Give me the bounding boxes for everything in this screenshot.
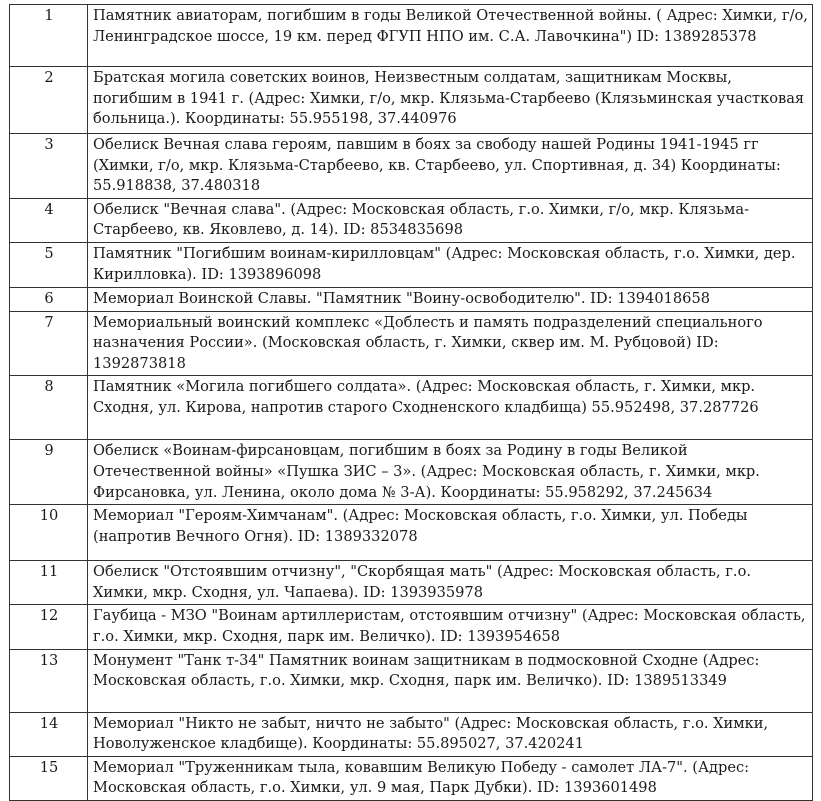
memorials-table-body bbox=[10, 5, 813, 801]
row-description: Обелиск "Отстоявшим отчизну", "Скорбящая мать" (Адрес: Московская область, г.о. Химки, мкр. Сходня, ул. Чапаева). ID: 1393935978 bbox=[88, 561, 813, 605]
row-number: 14 bbox=[10, 712, 88, 756]
row-description: Братская могила советских воинов, Неизвестным солдатам, защитникам Москвы, погибшим в 1941 г. (Адрес: Химки, г/о, мкр. Клязьма-Старбеево (Клязьминская участковая больница.). Координаты: 55.955198, 37.440976 bbox=[88, 67, 813, 134]
row-description: Памятник "Погибшим воинам-кирилловцам" (Адрес: Московская область, г.о. Химки, дер. Кирилловка). ID: 1393896098 bbox=[88, 242, 813, 287]
row-description: Памятник авиаторам, погибшим в годы Великой Отечественной войны. ( Адрес: Химки, г/о, Ленинградское шоссе, 19 км. перед ФГУП НПО им. С.А. Лавочкина") ID: 1389285378 bbox=[88, 5, 813, 67]
row-description: Гаубица - МЗО "Воинам артиллеристам, отстоявшим отчизну" (Адрес: Московская область, г.о. Химки, мкр. Сходня, парк им. Величко). ID: 1393954658 bbox=[88, 605, 813, 649]
row-number: 7 bbox=[10, 311, 88, 376]
row-description: Памятник «Могила погибшего солдата». (Адрес: Московская область, г. Химки, мкр. Сходня, ул. Кирова, напротив старого Сходненского кладбища) 55.952498, 37.287726 bbox=[88, 376, 813, 440]
table-row bbox=[10, 67, 813, 134]
table-row bbox=[10, 649, 813, 712]
row-number: 1 bbox=[10, 5, 88, 67]
table-row bbox=[10, 756, 813, 800]
table-row bbox=[10, 605, 813, 649]
row-number: 12 bbox=[10, 605, 88, 649]
table-row bbox=[10, 376, 813, 440]
row-description: Мемориальный воинский комплекс «Доблесть и память подразделений специального назначения России». (Московская область, г. Химки, сквер им. М. Рубцовой) ID: 1392873818 bbox=[88, 311, 813, 376]
row-number: 13 bbox=[10, 649, 88, 712]
row-description: Мемориал Воинской Славы. "Памятник "Воину-освободителю". ID: 1394018658 bbox=[88, 287, 813, 311]
row-number: 3 bbox=[10, 134, 88, 199]
row-number: 15 bbox=[10, 756, 88, 800]
table-row bbox=[10, 505, 813, 561]
row-number: 4 bbox=[10, 198, 88, 242]
row-description: Монумент "Танк т-34" Памятник воинам защитникам в подмосковной Сходне (Адрес: Московская область, г.о. Химки, мкр. Сходня, парк им. Величко). ID: 1389513349 bbox=[88, 649, 813, 712]
row-description: Обелиск «Воинам-фирсановцам, погибшим в боях за Родину в годы Великой Отечественной войны» «Пушка ЗИС – 3». (Адрес: Московская область, г. Химки, мкр. Фирсановка, ул. Ленина, около дома № 3-А). Координаты: 55.958292, 37.245634 bbox=[88, 440, 813, 505]
table-row bbox=[10, 5, 813, 67]
table-row bbox=[10, 242, 813, 287]
row-description: Мемориал "Героям-Химчанам". (Адрес: Московская область, г.о. Химки, ул. Победы (напротив Вечного Огня). ID: 1389332078 bbox=[88, 505, 813, 561]
row-number: 6 bbox=[10, 287, 88, 311]
table-row bbox=[10, 198, 813, 242]
memorials-table bbox=[9, 4, 813, 801]
table-row bbox=[10, 712, 813, 756]
row-number: 10 bbox=[10, 505, 88, 561]
row-description: Мемориал "Никто не забыт, ничто не забыто" (Адрес: Московская область, г.о. Химки, Новолуженское кладбище). Координаты: 55.895027, 37.420241 bbox=[88, 712, 813, 756]
row-number: 11 bbox=[10, 561, 88, 605]
row-number: 2 bbox=[10, 67, 88, 134]
table-row bbox=[10, 440, 813, 505]
table-row bbox=[10, 287, 813, 311]
table-row bbox=[10, 134, 813, 199]
table-row bbox=[10, 311, 813, 376]
row-number: 9 bbox=[10, 440, 88, 505]
row-number: 5 bbox=[10, 242, 88, 287]
row-description: Обелиск "Вечная слава". (Адрес: Московская область, г.о. Химки, г/о, мкр. Клязьма-Старбеево, кв. Яковлево, д. 14). ID: 8534835698 bbox=[88, 198, 813, 242]
row-number: 8 bbox=[10, 376, 88, 440]
row-description: Обелиск Вечная слава героям, павшим в боях за свободу нашей Родины 1941-1945 гг (Химки, г/о, мкр. Клязьма-Старбеево, кв. Старбеево, ул. Спортивная, д. 34) Координаты: 55.918838, 37.480318 bbox=[88, 134, 813, 199]
row-description: Мемориал "Труженникам тыла, ковавшим Великую Победу - самолет ЛА-7". (Адрес: Московская область, г.о. Химки, ул. 9 мая, Парк Дубки). ID: 1393601498 bbox=[88, 756, 813, 800]
table-row bbox=[10, 561, 813, 605]
